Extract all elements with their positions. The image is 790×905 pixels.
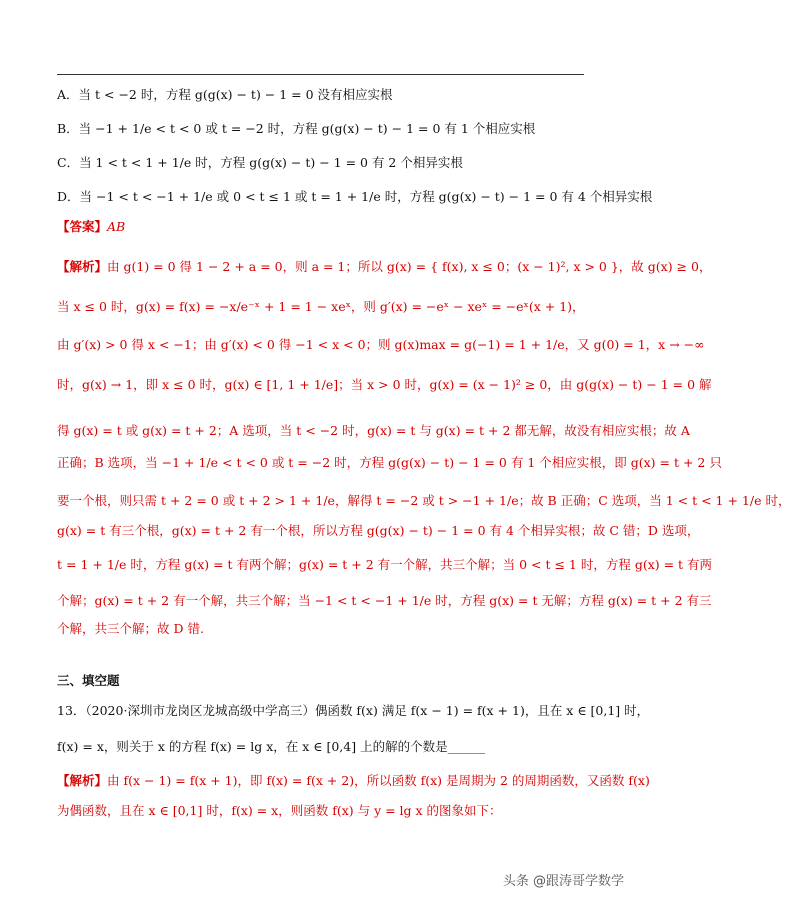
solution-line-6: 正确；B 选项，当 −1 + 1/e < t < 0 或 t = −2 时，方程 g(g(x) − t) − 1 = 0 有 1 个相应实根，即 g(x) = t + 2 只 xyxy=(57,455,722,470)
question-13-line-2: f(x) = x，则关于 x 的方程 f(x) = lg x，在 x ∈ [0,4] 上的解的个数是______ xyxy=(57,739,486,754)
watermark: 头条 @跟涛哥学数学 xyxy=(502,874,624,889)
solution-line-10: 个解；g(x) = t + 2 有一个解，共三个解；当 −1 < t < −1 + 1/e 时，方程 g(x) = t 无解；方程 g(x) = t + 2 有三 xyxy=(57,593,712,608)
solution-line-4: 时，g(x) → 1，即 x ≤ 0 时，g(x) ∈ [1, 1 + 1/e]；当 x > 0 时，g(x) = (x − 1)² ≥ 0，由 g(g(x) − t) − 1 = 0 解 xyxy=(57,377,712,392)
solution-line-9: t = 1 + 1/e 时，方程 g(x) = t 有两个解；g(x) = t + 2 有一个解，共三个解；当 0 < t ≤ 1 时，方程 g(x) = t 有两 xyxy=(57,557,713,572)
section-heading: 三、填空题 xyxy=(57,673,120,688)
option-b: B．当 −1 + 1/e < t < 0 或 t = −2 时，方程 g(g(x) − t) − 1 = 0 有 1 个相应实根 xyxy=(57,121,536,136)
solution-tag: 【解析】 xyxy=(57,259,108,274)
answer-tag: 【答案】 xyxy=(57,219,108,234)
option-c: C．当 1 < t < 1 + 1/e 时，方程 g(g(x) − t) − 1 = 0 有 2 个相异实根 xyxy=(57,155,463,170)
solution-line-1: 【解析】由 g(1) = 0 得 1 − 2 + a = 0，则 a = 1；所以 g(x) = { f(x), x ≤ 0；(x − 1)², x > 0 }，故 g(x) ≥ 0， xyxy=(57,259,712,274)
solution-line-7: 要一个根，则只需 t + 2 = 0 或 t + 2 > 1 + 1/e，解得 t = −2 或 t > −1 + 1/e；故 B 正确；C 选项，当 1 < t < 1 + 1/e 时， xyxy=(57,493,790,508)
q13-solution-line-2: 为偶函数，且在 x ∈ [0,1] 时，f(x) = x，则函数 f(x) 与 y = lg x 的图象如下： xyxy=(57,803,502,818)
top-divider xyxy=(57,74,584,75)
solution-line-2: 当 x ≤ 0 时，g(x) = f(x) = −x/e⁻ˣ + 1 = 1 − xeˣ，则 g′(x) = −eˣ − xeˣ = −eˣ(x + 1)， xyxy=(57,299,585,314)
q13-solution-line-1: 【解析】由 f(x − 1) = f(x + 1)，即 f(x) = f(x + 2)，所以函数 f(x) 是周期为 2 的周期函数，又函数 f(x) xyxy=(57,773,650,788)
solution-line-11: 个解，共三个解；故 D 错. xyxy=(57,621,204,636)
option-a: A．当 t < −2 时，方程 g(g(x) − t) − 1 = 0 没有相应实根 xyxy=(57,87,393,102)
option-d: D．当 −1 < t < −1 + 1/e 或 0 < t ≤ 1 或 t = 1 + 1/e 时，方程 g(g(x) − t) − 1 = 0 有 4 个相异实根 xyxy=(57,189,653,204)
answer-line xyxy=(57,218,592,236)
answer-value: AB xyxy=(107,219,126,234)
q13-solution-tag: 【解析】 xyxy=(57,773,108,788)
solution-line-5: 得 g(x) = t 或 g(x) = t + 2；A 选项，当 t < −2 时，g(x) = t 与 g(x) = t + 2 都无解，故没有相应实根；故 A xyxy=(57,423,690,438)
question-13-line-1: 13．（2020·深圳市龙岗区龙城高级中学高三）偶函数 f(x) 满足 f(x − 1) = f(x + 1)，且在 x ∈ [0,1] 时， xyxy=(57,703,650,718)
solution-line-8: g(x) = t 有三个根，g(x) = t + 2 有一个根，所以方程 g(g(x) − t) − 1 = 0 有 4 个相异实根；故 C 错；D 选项， xyxy=(57,523,700,538)
solution-line-3: 由 g′(x) > 0 得 x < −1；由 g′(x) < 0 得 −1 < x < 0；则 g(x)max = g(−1) = 1 + 1/e，又 g(0) = 1，x → −∞ xyxy=(57,337,705,352)
